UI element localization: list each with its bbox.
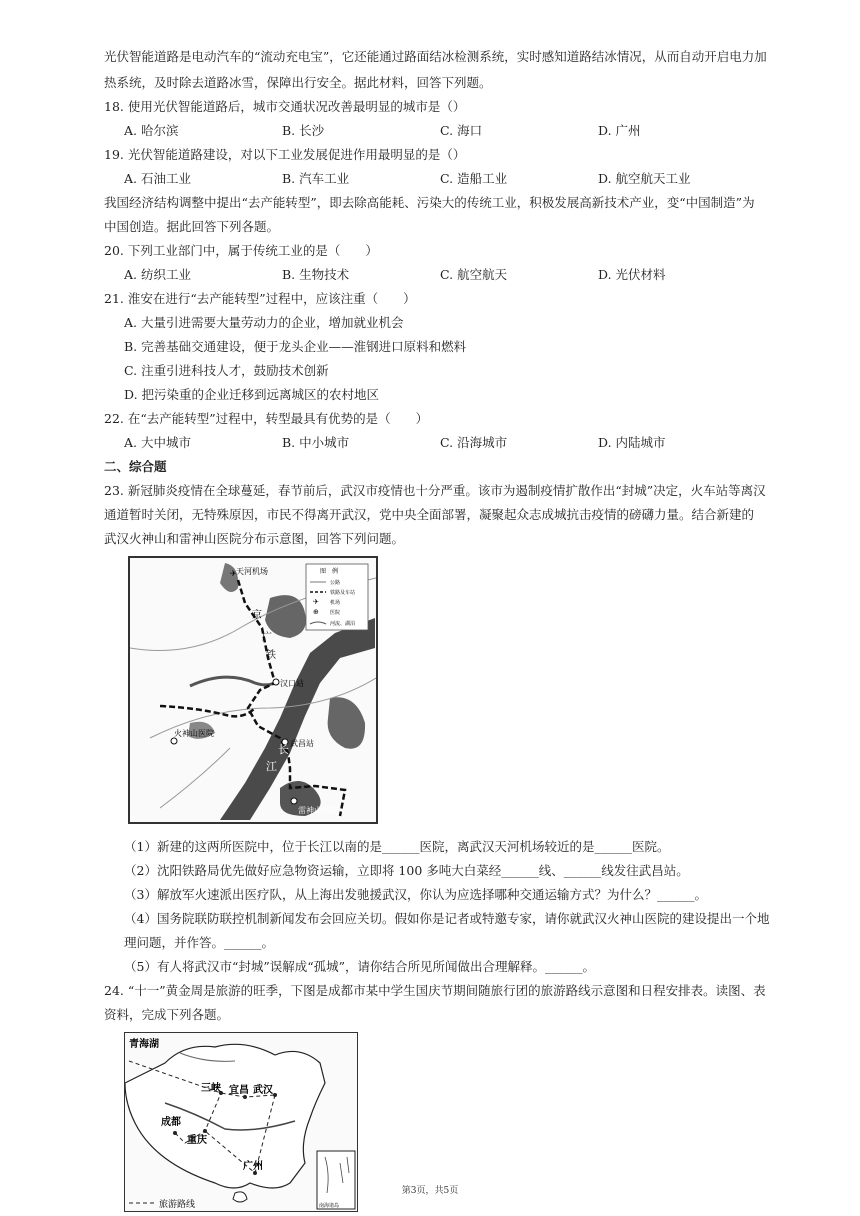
q18-stem: 18. 使用光伏智能道路后，城市交通状况改善最明显的城市是（） [104, 99, 466, 114]
q21-option-a: A. 大量引进需要大量劳动力的企业，增加就业机会 [124, 315, 404, 330]
yichang-label: 宜昌 [229, 1085, 249, 1096]
wuhan-label: 武汉 [253, 1085, 273, 1096]
q18-option-d: D. 广州 [598, 123, 641, 138]
legend-item-road: 公路 [330, 580, 341, 586]
legend-item-airport: 机场 [330, 600, 341, 606]
wuhan-marker [273, 1093, 277, 1097]
sanxia-label: 三峡 [201, 1083, 221, 1094]
q19-option-c: C. 造船工业 [440, 171, 508, 186]
q18-option-c: C. 海口 [440, 123, 483, 138]
q19-option-a: A. 石油工业 [124, 171, 191, 186]
han-river [190, 677, 278, 686]
q23-line2: 通道暂时关闭，无特殊原因，市民不得离开武汉，党中央全面部署，凝聚起众志成城抗击疫情的磅礴力量。结合新建的 [104, 507, 755, 522]
q23-sub4-line2: 理问题，并作答。______。 [124, 935, 275, 950]
q24-line2: 资料，完成下列各题。 [104, 1007, 230, 1022]
legend-item-hospital: 医院 [330, 610, 341, 616]
q20-option-b: B. 生物技术 [282, 267, 350, 282]
q19-option-b: B. 汽车工业 [282, 171, 350, 186]
q23-sub3: （3）解放军火速派出医疗队，从上海出发驰援武汉，你认为应选择哪种交通运输方式？为什么？______。 [124, 887, 707, 902]
leishen-hospital-label: 雷神山医院 [298, 806, 338, 815]
chengdu-marker [173, 1131, 177, 1135]
q19-stem: 19. 光伏智能道路建设，对以下工业发展促进作用最明显的是（） [104, 147, 466, 162]
intro2-line1: 我国经济结构调整中提出“去产能转型”，即去除高能耗、污染大的传统工业，积极发展高新技术产业，变“中国制造”为 [104, 195, 755, 210]
q21-option-d: D. 把污染重的企业迁移到远离城区的农村地区 [124, 387, 380, 402]
q22-option-a: A. 大中城市 [124, 435, 191, 450]
china-outline [125, 1044, 325, 1188]
q22-option-c: C. 沿海城市 [440, 435, 508, 450]
q24-line1: 24. “十一”黄金周是旅游的旺季，下图是成都市某中学生国庆节期间随旅行团的旅游路线示意图和日程安排表。读图、表 [104, 983, 766, 998]
wuhan-hospital-map [128, 556, 378, 824]
chongqing-marker [203, 1129, 207, 1133]
q21-option-c: C. 注重引进科技人才，鼓励技术创新 [124, 363, 329, 378]
q21-stem: 21. 淮安在进行“去产能转型”过程中，应该注重（ ） [104, 291, 416, 306]
railway-line [160, 706, 255, 716]
q19-option-d: D. 航空航天工业 [598, 171, 691, 186]
q23-sub1: （1）新建的这两所医院中，位于长江以南的是______医院，离武汉天河机场较近的是______医院。 [124, 839, 670, 854]
railway-label-jing: 京 [252, 610, 262, 621]
intro1-line1: 光伏智能道路是电动汽车的“流动充电宝”，它还能通过路面结冰检测系统，实时感知道路结冰情况，从而自动开启电力加 [104, 49, 767, 64]
guangzhou-label: 广州 [243, 1161, 263, 1172]
q23-sub5: （5）有人将武汉市“封城”误解成“孤城”，请你结合所见所闻做出合理解释。______。 [124, 959, 596, 974]
intro1-line2: 热系统，及时除去道路冰雪，保障出行安全。据此材料，回答下列题。 [104, 75, 492, 90]
river-label-chang: 长 [278, 743, 289, 756]
road [160, 748, 230, 808]
q20-option-c: C. 航空航天 [440, 267, 508, 282]
intro2-line2: 中国创造。据此回答下列各题。 [104, 219, 280, 234]
lake-east [328, 697, 365, 748]
page-number: 第3页，共5页 [401, 1186, 459, 1196]
wuchang-station-label: 武昌站 [290, 739, 314, 748]
legend-airport-icon: ✈ [313, 598, 319, 606]
q23-sub2: （2）沈阳铁路局优先做好应急物资运输，立即将 100 多吨大白菜经______线、______线发往武昌站。 [124, 863, 689, 878]
wuhan-map-svg [130, 558, 376, 822]
hankou-station-marker [273, 679, 279, 685]
leishen-hospital-marker [291, 798, 297, 804]
q20-option-a: A. 纺织工业 [124, 267, 191, 282]
q18-option-a: A. 哈尔滨 [124, 123, 179, 138]
legend-hospital-icon: ⊕ [313, 608, 319, 616]
south-sea-inset [317, 1151, 355, 1209]
railway-label-guang: 广 [262, 632, 272, 643]
q23-sub4-line1: （4）国务院联防联控机制新闻发布会回应关切。假如你是记者或特邀专家，请你就武汉火神山医院的建设提出一个地 [124, 911, 770, 926]
river-label-jiang: 江 [266, 760, 277, 773]
legend-route-label: 旅游路线 [159, 1200, 196, 1210]
q21-option-b: B. 完善基础交通建设，便于龙头企业——淮钢进口原料和燃料 [124, 339, 467, 354]
huoshen-hospital-marker [171, 738, 177, 744]
q20-option-d: D. 光伏材料 [598, 267, 666, 282]
q20-stem: 20. 下列工业部门中，属于传统工业的是（ ） [104, 243, 378, 258]
qinghai-lake-label: 青海湖 [129, 1039, 159, 1050]
chengdu-label: 成都 [161, 1117, 181, 1128]
legend-item-rail: 铁路及车站 [330, 590, 356, 596]
q22-stem: 22. 在“去产能转型”过程中，转型最具有优势的是（ ） [104, 411, 429, 426]
q22-option-b: B. 中小城市 [282, 435, 350, 450]
q18-option-b: B. 长沙 [282, 123, 325, 138]
south-sea-label: 南海诸岛 [319, 1203, 340, 1209]
legend-title: 图 例 [320, 568, 339, 575]
railway-label-tie: 铁 [266, 650, 276, 661]
section-heading: 二、综合题 [104, 459, 167, 474]
hankou-station-label: 汉口站 [280, 679, 304, 688]
legend-item-river: 河流、湖泊 [330, 621, 356, 627]
airport-label: 天河机场 [236, 567, 268, 576]
q23-line3: 武汉火神山和雷神山医院分布示意图，回答下列问题。 [104, 531, 405, 546]
airport-icon: ✈ [230, 569, 237, 578]
q23-line1: 23. 新冠肺炎疫情在全球蔓延，春节前后，武汉市疫情也十分严重。该市为遏制疫情扩散作出“封城”决定，火车站等离汉 [104, 483, 766, 498]
chongqing-label: 重庆 [187, 1135, 207, 1146]
q22-option-d: D. 内陆城市 [598, 435, 666, 450]
huoshen-hospital-label: 火神山医院 [174, 729, 214, 738]
